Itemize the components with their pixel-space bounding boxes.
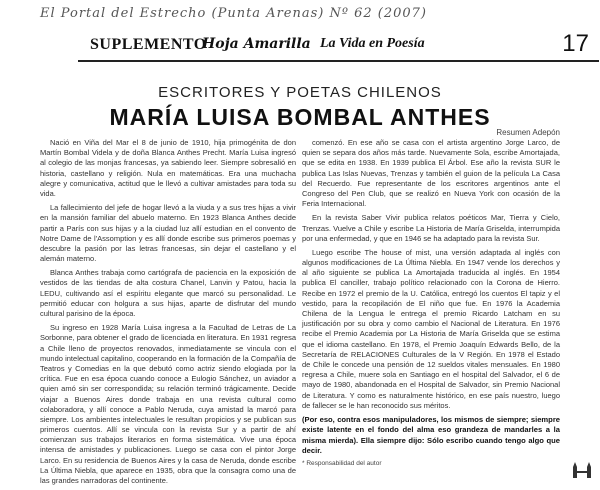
right-paragraph: Luego escribe The house of mist, una versión adaptada al inglés con algunos modificaciones de La Última Niebla. En 1947 vende los derechos y al año siguiente se publica La Amortajada traducida al inglés. En 1954 publica El canciller, trabajo político relacionado con la Corona de Hierro. Recibe en 1972 el premio de la U. Católica, entregó los cuentos El tapiz y el vestido, para la recopilación de El niño que fue. En 1976 la Academia Chilena de la Lengua le entrega el premio Ricardo Latcham en su justificación por su obra y como cambio el Nacional de Literatura. En 1976 recibe el Premio Academia por La Historia de María Griselda que se estima que el idioma castellano. En 1978, el Premio Joaquín Edwards Bello, de la Secretaría de RELACIONES Culturales de la V Región. En 1978 el Estado de Chile le concede una pensión de 12 sueldos vitales mensuales. En 1980 regresa a Chile, muere sola en Santiago en el hospital del Salvador, el 6 de mayo de 1980, abandonada en el Hospital de Salvador, sin Premio Nacional de Literatura. Y como es naturalmente histórico, en ese país nuestro, luego de fallecer se le han reconocido sus méritos. bbox=[302, 247, 560, 410]
left-paragraph: Blanca Anthes trabaja como cartógrafa de paciencia en la exposición de vestidos de las tiendas de alta costura Chanel, Lanvin y Patou, hacia la LEDU, cultivando así el espíritu elegante que marcó su personalidad. Le permitió educar con holgura a sus hijas, aparte de disfrutar del mundo cultural parisino de la época. bbox=[40, 268, 296, 318]
header-divider bbox=[78, 60, 599, 62]
right-paragraph: En la revista Saber Vivir publica relatos poéticos Mar, Tierra y Cielo, Trenzas. Vuelve a Chile y escribe La Historia de María Griselda, interrumpida por una enfermedad, y que en 1946 se ha adaptado para la revista Sur. bbox=[302, 213, 560, 243]
article-kicker: ESCRITORES Y POETAS CHILENOS bbox=[158, 84, 442, 101]
page-number: 17 bbox=[562, 30, 589, 57]
footnote: * Responsabilidad del autor bbox=[302, 460, 382, 468]
left-paragraph: La fallecimiento del jefe de hogar llevó a la viuda y a sus tres hijas a vivir en la mansión familiar del abuelo materno. En 1923 Blanca Anthes decide partir a París con sus hijas y a la ciudad luz allí estudian en el convento de Notre Dame de l'Assomption y es allí donde escribe sus primeros poemas y descubre la pasión por las letras francesas, sin dejar el castellano y el alemán materno. bbox=[40, 203, 296, 264]
supplement-label: SUPLEMENTO bbox=[90, 36, 207, 53]
right-column bbox=[302, 138, 560, 473]
left-paragraph: Su ingreso en 1928 María Luisa ingresa a la Facultad de Letras de La Sorbonne, para obtener el grado de licenciada en literatura. En 1931 regresa a Chile lleno de proyectos renovados, inmediatamente se vincula con el mundo intelectual capitalino, cooperando en la formación de la Compañía de Teatros y Comedias en la que debutó como actriz siendo elogiada por la crítica. Fue en esa época cuando conoce a Eulogio Sánchez, un aviador a quien amó sin ser correspondida; su relación terminó trágicamente. Decide viajar a Buenos Aires donde trabaja en una revista cultural como colaboradora, y allí conoce a Pablo Neruda, cuya amistad la marcó para siempre. Los ambientes intelectuales le resultan propicios y se publican sus primeros cuentos. Allí se vincula con la revista Sur y a partir de ahí comienzan sus trabajos literarios en forma sistemática. Vive una época intensa de amistades y publicaciones. Luego se casa con el pintor Jorge Larco. En su residencia de Buenos Aires y la casa de Neruda, donde escribe La Última Niebla, que aparece en 1935, obra que la consagra como una de las grandes narradoras del continente. bbox=[40, 323, 296, 485]
publisher-logo-icon bbox=[572, 459, 592, 479]
left-paragraph: Nació en Viña del Mar el 8 de junio de 1910, hija primogénita de don Martín Bombal Videla y de doña Blanca Anthes Precht. María Luisa ingresó al colegio de las monjas francesas, ya sabiendo leer. Siempre sobresalió en historia, castellano y religión. Nula en matemáticas. Era una muchacha alegre y comunicativa, actitud que le llevó a cultivar amistades para toda su vida. bbox=[40, 138, 296, 198]
right-paragraph: comenzó. En ese año se casa con el artista argentino Jorge Larco, de quien se separa dos años más tarde. Nuevamente Sola, escribe Amortajada, que se edita en 1938. En 1939 publica El Árbol. Ese año la revista SUR le publica Las Islas Nuevas, Trenzas y también el guion de la película La Casa del Recuerdo. Fue representante de los escritores argentinos ante el Congreso del Pen Club, que se realizó en Nueva York con ocasión de la Feria Internacional. bbox=[302, 138, 560, 209]
closing-quote: (Por eso, contra esos manipuladores, los mismos de siempre; siempre existe latente en el fondo del alma eso grandeza de mandarles a la misma mierda). Ella siempre dijo: Sólo escribo cuando tengo algo que decir. bbox=[302, 414, 560, 455]
left-column bbox=[40, 138, 296, 490]
series-label: Hoja Amarilla bbox=[202, 36, 311, 52]
supplement-header bbox=[78, 30, 599, 58]
article-byline: Resumen Adepón bbox=[496, 128, 560, 137]
article-title: MARÍA LUISA BOMBAL ANTHES bbox=[109, 104, 491, 130]
handwritten-source-note: El Portal del Estrecho (Punta Arenas) Nº 62 (2007) bbox=[40, 6, 428, 21]
column-label: La Vida en Poesía bbox=[320, 36, 425, 51]
